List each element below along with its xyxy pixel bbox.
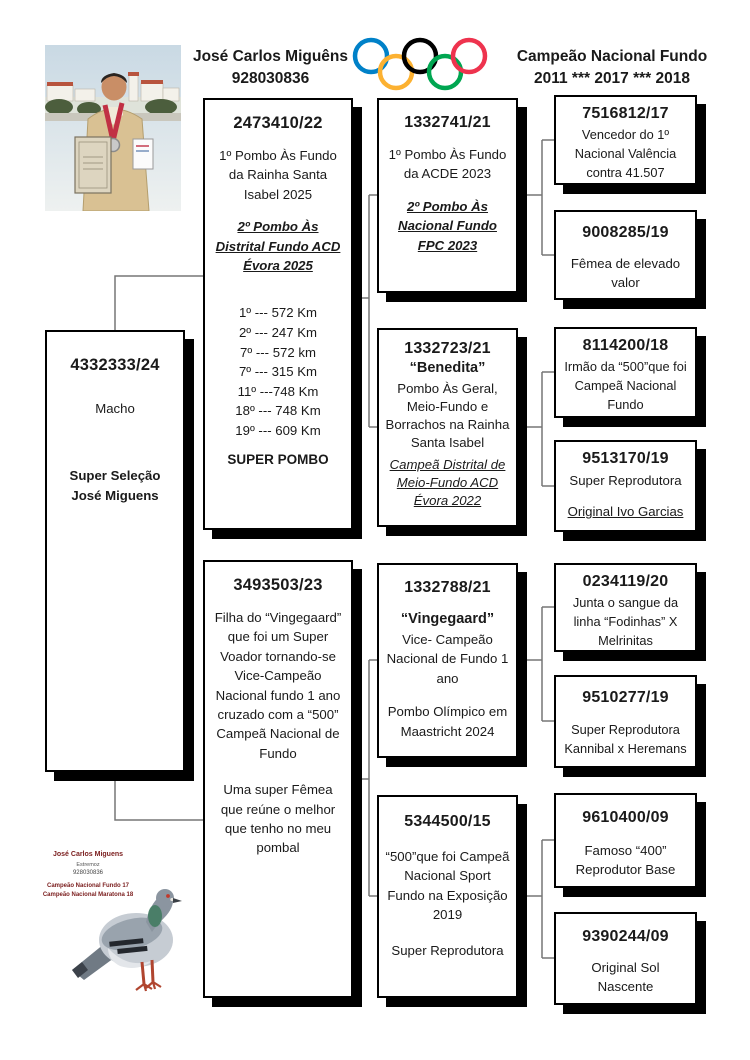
ring-number: 7516812/17 — [582, 105, 669, 122]
subject-note-line2: José Miguens — [71, 487, 159, 503]
achievement-text: Famoso “400” Reprodutor Base — [575, 843, 676, 878]
achievement-text: Irmão da “500”que foi Campeã Nacional Fundo — [564, 359, 687, 412]
ring-number: 1332741/21 — [404, 114, 491, 131]
ring-number: 9610400/09 — [582, 809, 669, 826]
achievement-highlight: 2º Pombo Às Distrital Fundo ACD Évora 2025 — [215, 219, 341, 274]
ring-number: 9008285/19 — [582, 224, 669, 241]
race-result: 1º --- 572 Km — [238, 305, 318, 321]
champion-title-line2: 2011 *** 2017 *** 2018 — [533, 70, 690, 88]
pedigree-box-subject — [45, 330, 185, 772]
description-text: Uma super Fêmea que reúne o melhor que tenho no meu pombal — [220, 782, 336, 856]
pedigree-box-gen4-3 — [554, 327, 697, 418]
ring-number: 8114200/18 — [582, 337, 669, 354]
ring-number: 9390244/09 — [582, 928, 669, 945]
pedigree-box-gen3-2 — [377, 328, 518, 527]
achievement-text: Fêmea de elevado valor — [570, 256, 681, 291]
breeder-photo — [45, 45, 181, 211]
pedigree-box-gen3-4 — [377, 795, 518, 998]
achievement-text: Pombo Olímpico em Maastricht 2024 — [387, 704, 508, 739]
olympic-rings-icon — [348, 36, 493, 92]
origin-text: Original Ivo Garcias — [567, 504, 684, 520]
achievement-text: 1º Pombo Às Fundo da Rainha Santa Isabel 2025 — [219, 148, 337, 202]
achievement-text: Super Reprodutora Kannibal x Heremans — [564, 722, 687, 756]
pedigree-box-gen4-2 — [554, 210, 697, 300]
race-results — [213, 303, 343, 440]
champion-title — [498, 46, 726, 91]
race-result: 18º --- 748 Km — [235, 403, 321, 419]
pigeon-caption — [38, 850, 138, 900]
owner-phone: 928030836 — [231, 70, 310, 88]
pigeon-caption-title1: Campeão Nacional Fundo 17 — [46, 882, 130, 889]
ring-number: 1332723/21 — [404, 340, 491, 357]
pigeon-caption-owner: José Carlos Miguens — [52, 851, 124, 858]
pedigree-box-gen4-8 — [554, 912, 697, 1005]
subject-note — [55, 466, 175, 505]
champion-title-line1: Campeão Nacional Fundo — [516, 48, 708, 65]
ring-number: 9510277/19 — [582, 689, 669, 706]
achievement-highlight: Campeã Distrital de Meio-Fundo ACD Évora 2022 — [389, 456, 506, 508]
pigeon-name: “Vingegaard” — [400, 611, 495, 627]
ring-number: 0234119/20 — [582, 573, 669, 590]
description-text: Filha do “Vingegaard” que foi um Super Voador tornando-se Vice-Campeão Nacional fundo 1 ano cruzado com a “500” Campeã Nacional de Fundo — [214, 610, 342, 761]
sex-label: Macho — [95, 401, 135, 416]
achievement-text: Super Reprodutora — [569, 473, 682, 488]
race-result: 2º --- 247 Km — [238, 324, 318, 340]
ring-number: 3493503/23 — [233, 576, 323, 594]
pigeon-name: “Benedita” — [409, 360, 486, 376]
achievement-text: Pombo Às Geral, Meio-Fundo e Borrachos na Rainha Santa Isabel — [385, 381, 510, 450]
race-result: 19º --- 609 Km — [235, 422, 321, 438]
pedigree-box-dam — [203, 560, 353, 998]
ring-number: 9513170/19 — [582, 450, 669, 467]
pigeon-caption-title2: Campeão Nacional Maratona 18 — [42, 891, 134, 898]
pedigree-box-gen4-1 — [554, 95, 697, 185]
ring-number: 4332333/24 — [70, 356, 160, 374]
achievement-text: “500”que foi Campeã Nacional Sport Fundo na Exposição 2019 — [385, 849, 510, 923]
race-result: 7º --- 315 Km — [238, 364, 318, 380]
achievement-text: 1º Pombo Às Fundo da ACDE 2023 — [388, 147, 507, 182]
subject-note-line1: Super Seleção — [69, 468, 161, 484]
achievement-text: Super Reprodutora — [391, 942, 504, 958]
pigeon-caption-town: Estremoz — [76, 861, 100, 868]
ring-number: 2473410/22 — [233, 114, 323, 132]
ring-number: 5344500/15 — [404, 813, 491, 830]
achievement-highlight: 2º Pombo Às Nacional Fundo FPC 2023 — [398, 198, 497, 253]
achievement-text: Vencedor do 1º Nacional Valência contra 41.507 — [574, 127, 677, 180]
pedigree-box-gen3-3 — [377, 563, 518, 758]
achievement-text: Vice- Campeão Nacional de Fundo 1 ano — [386, 632, 509, 686]
pedigree-box-gen4-6 — [554, 675, 697, 768]
pedigree-box-gen4-4 — [554, 440, 697, 532]
pedigree-box-sire — [203, 98, 353, 530]
pedigree-box-gen3-1 — [377, 98, 518, 293]
pedigree-box-gen4-5 — [554, 563, 697, 652]
pigeon-caption-phone: 928030836 — [72, 869, 104, 876]
ring-number: 1332788/21 — [404, 579, 491, 596]
owner-name: José Carlos Miguêns — [192, 48, 349, 65]
race-result: 11º ---748 Km — [237, 383, 319, 399]
achievement-text: Original Sol Nascente — [591, 960, 660, 995]
owner-header — [188, 46, 353, 91]
pedigree-box-gen4-7 — [554, 793, 697, 888]
race-result: 7º --- 572 km — [240, 344, 316, 360]
super-pombo-label: SUPER POMBO — [227, 452, 329, 468]
achievement-text: Junta o sangue da linha “Fodinhas” X Melrinitas — [572, 595, 679, 648]
